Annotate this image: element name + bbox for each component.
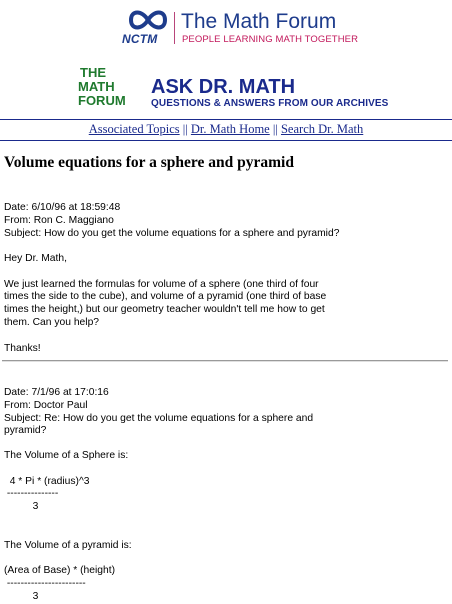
nav-bar xyxy=(0,119,452,141)
forum-title[interactable]: The Math Forum xyxy=(181,10,337,33)
nav-separator: || xyxy=(272,122,278,136)
nctm-logo[interactable] xyxy=(122,8,172,48)
logo-line-math: MATH xyxy=(78,79,115,94)
forum-tagline: PEOPLE LEARNING MATH TOGETHER xyxy=(182,34,359,45)
nctm-infinity-icon xyxy=(128,8,168,32)
nav-separator: || xyxy=(182,122,188,136)
nctm-label: NCTM xyxy=(122,32,158,46)
associated-topics-link[interactable]: Associated Topics xyxy=(88,122,180,136)
dr-math-home-link[interactable]: Dr. Math Home xyxy=(190,122,270,136)
math-forum-logo[interactable] xyxy=(78,66,126,108)
ask-dr-math-subtitle: QUESTIONS & ANSWERS FROM OUR ARCHIVES xyxy=(151,98,389,109)
message-divider xyxy=(2,360,448,362)
ask-dr-math-banner xyxy=(0,62,452,114)
logo-line-the: THE xyxy=(80,65,106,80)
math-forum-header xyxy=(0,0,452,52)
search-dr-math-link[interactable]: Search Dr. Math xyxy=(280,122,364,136)
header-divider xyxy=(174,12,175,44)
ask-dr-math-title: ASK DR. MATH xyxy=(151,76,296,98)
message-2-header: Date: 7/1/96 at 17:0:16 From: Doctor Paul Subject: Re: How do you get the volume equations for a sphere and pyramid? xyxy=(4,387,314,437)
message-1-body: Hey Dr. Math, We just learned the formulas for volume of a sphere (one third of four times the side to the cube), and volume of a pyramid (one third of base times the height,) but our geometry teacher wouldn't tell me how to get them. Can you help? Thanks! xyxy=(4,253,327,354)
message-2-body: The Volume of a Sphere is: 4 * Pi * (radius)^3 --------------- 3 The Volume of a pyramid is: (Area of Base) * (height) ----------------------- 3 xyxy=(4,450,132,602)
logo-line-forum: FORUM xyxy=(78,93,126,108)
message-1-header: Date: 6/10/96 at 18:59:48 From: Ron C. Maggiano Subject: How do you get the volume equations for a sphere and pyramid? xyxy=(4,202,340,239)
page-title: Volume equations for a sphere and pyramid xyxy=(4,154,294,171)
